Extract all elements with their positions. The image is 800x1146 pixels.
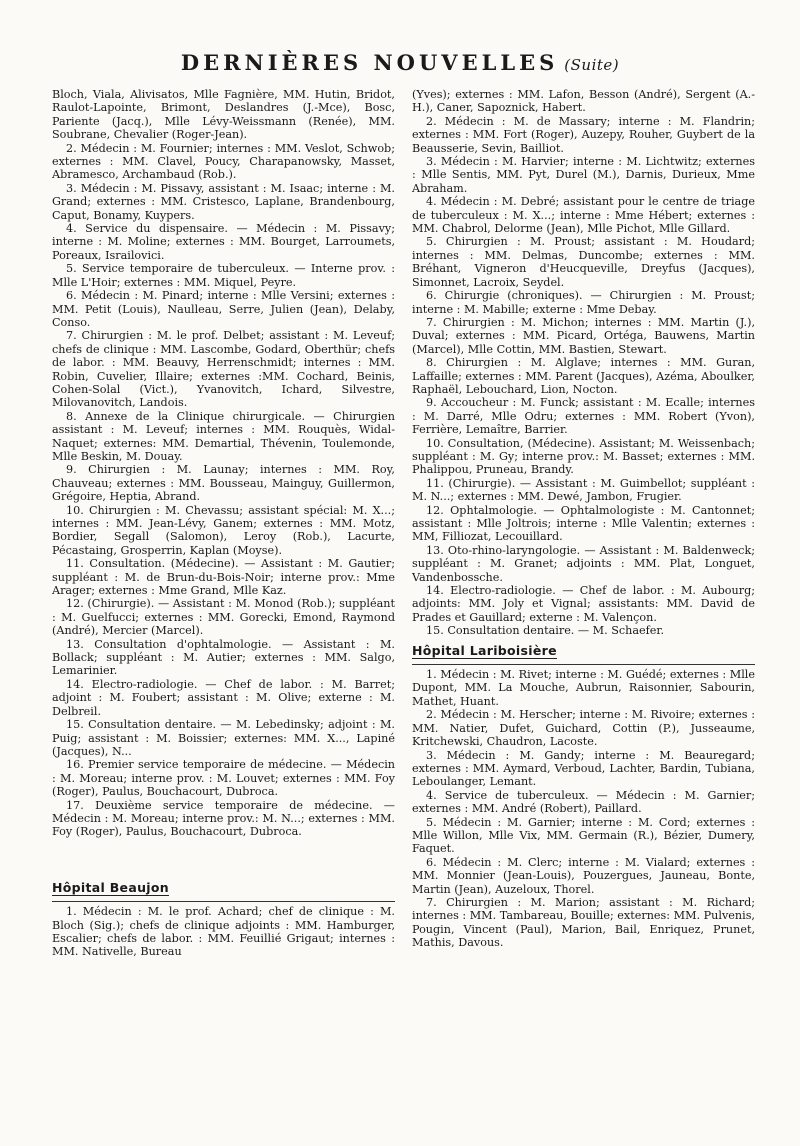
- paragraph: 4. Service du dispensaire. — Médecin : M. Pissavy; interne : M. Moline; externes : MM. Bourget, Larroumets, Poreaux, Israilovici.: [52, 222, 395, 262]
- paragraph: Bloch, Viala, Alivisatos, Mlle Fagnière, MM. Hutin, Bridot, Raulot-Lapointe, Brimont, Deslandres (J.-Mce), Bosc, Pariente (Jacq.), Mlle Lévy-Weissmann (Renée), MM. Soubrane, Chevalier (Roger-Jean).: [52, 88, 395, 142]
- paragraph: 3. Médecin : M. Pissavy, assistant : M. Isaac; interne : M. Grand; externes : MM. Cristesco, Laplane, Brandenbourg, Caput, Bonamy, Kuypers.: [52, 181, 395, 222]
- paragraph: 12. Ophtalmologie. — Ophtalmologiste : M. Cantonnet; assistant : Mlle Joltrois; interne : Mlle Valentin; externes : MM, Filliozat, Lecouillard.: [412, 503, 755, 544]
- paragraph: 10. Chirurgien : M. Chevassu; assistant spécial: M. X...; internes : MM. Jean-Lévy, Ganem; externes : MM. Motz, Bordier, Segall (Salomon), Leroy (Rob.), Lacurte, Pécastaing, Grosperrin, Kaplan (Moyse).: [52, 503, 395, 557]
- paragraph: 7. Chirurgien : M. Michon; internes : MM. Martin (J.), Duval; externes : MM. Picard, Ortéga, Bauwens, Martin (Marcel), Mlle Cottin, MM. Bastien, Stewart.: [412, 315, 755, 356]
- paragraph: 1. Médecin : M. Rivet; interne : M. Guédé; externes : Mlle Dupont, MM. La Mouche, Aubrun, Raisonnier, Sabourin, Mathet, Huant.: [412, 668, 755, 708]
- section-heading-lariboisiere: Hôpital Lariboisière: [412, 642, 557, 658]
- paragraph: 15. Consultation dentaire. — M. Lebedinsky; adjoint : M. Puig; assistant : M. Boissier; externes: MM. X..., Lapiné (Jacques), N...: [52, 718, 395, 758]
- page-title-suite: (Suite): [564, 56, 620, 74]
- paragraph: 2. Médecin : M. Herscher; interne : M. Rivoire; externes : MM. Natier, Dufet, Guichard, Cottin (P.), Jusseaume, Kritchewski, Chaudron, Lacoste.: [412, 708, 755, 749]
- paragraph: 16. Premier service temporaire de médecine. — Médecin : M. Moreau; interne prov. : M. Louvet; externes : MM. Foy (Roger), Paulus, Bouchacourt, Dubroca.: [52, 758, 395, 799]
- paragraph: 5. Service temporaire de tuberculeux. — Interne prov. : Mlle L'Hoir; externes : MM. Miquel, Peyre.: [52, 262, 395, 289]
- section-rule: [52, 901, 395, 902]
- paragraph: 6. Chirurgie (chroniques). — Chirurgien : M. Proust; interne : M. Mabille; externe : Mme Debay.: [412, 289, 755, 316]
- paragraph: 7. Chirurgien : M. Marion; assistant : M. Richard; internes : MM. Tambareau, Bouille; externes: MM. Pulvenis, Pougin, Vincent (Paul), Marion, Bail, Enriquez, Prunet, Mathis, Davous.: [412, 895, 755, 950]
- paragraph: (Yves); externes : MM. Lafon, Besson (André), Sergent (A.-H.), Caner, Sapoznick, Habert.: [412, 88, 755, 115]
- page-title: DERNIÈRES NOUVELLES: [180, 50, 559, 75]
- paragraph: 7. Chirurgien : M. le prof. Delbet; assistant : M. Leveuf; chefs de clinique : MM. Lascombe, Godard, Oberthür; chefs de labor. : MM. Beauvy, Herrenschmidt; internes : MM. Robin, Cuvelier, Illaire; externes :MM. Cochard, Beinis, Cohen-Solal (Vict.), Yvanovitch, Ichard, Silvestre, Milovanovitch, Landois.: [52, 329, 395, 410]
- paragraph: 13. Oto-rhino-laryngologie. — Assistant : M. Baldenweck; suppléant : M. Granet; adjoints : MM. Plat, Longuet, Vandenbossche.: [412, 543, 755, 584]
- section-beaujon: [52, 875, 395, 959]
- paragraph: 14. Electro-radiologie. — Chef de labor. : M. Barret; adjoint : M. Foubert; assistant : M. Olive; externe : M. Delbreil.: [52, 677, 395, 718]
- page-header: [0, 50, 800, 75]
- paragraph: 3. Médecin : M. Harvier; interne : M. Lichtwitz; externes : Mlle Sentis, MM. Pyt, Durel (M.), Darnis, Durieux, Mme Abraham.: [412, 155, 755, 195]
- paragraph: 17. Deuxième service temporaire de médecine. — Médecin : M. Moreau; interne prov.: M. N...; externes : MM. Foy (Roger), Paulus, Bouchacourt, Dubroca.: [52, 798, 395, 839]
- paragraph: 4. Médecin : M. Debré; assistant pour le centre de triage de tuberculeux : M. X...; interne : Mme Hébert; externes : MM. Chabrol, Delorme (Jean), Mlle Pichot, Mlle Gillard.: [412, 195, 755, 236]
- paragraph: 2. Médecin : M. de Massary; interne : M. Flandrin; externes : MM. Fort (Roger), Auzepy, Rouher, Guybert de la Beausserie, Sevin, Bailliot.: [412, 114, 755, 155]
- paragraph: 6. Médecin : M. Clerc; interne : M. Vialard; externes : MM. Monnier (Jean-Louis), Pouzergues, Jauneau, Bonte, Martin (Jean), Auzeloux, Thorel.: [412, 855, 755, 896]
- paragraph: 2. Médecin : M. Fournier; internes : MM. Veslot, Schwob; externes : MM. Clavel, Poucy, Charapanowsky, Masset, Abramesco, Archambaud (Rob.).: [52, 141, 395, 182]
- right-column: [412, 88, 755, 950]
- paragraph: 14. Electro-radiologie. — Chef de labor. : M. Aubourg; adjoints: MM. Joly et Vignal; assistants: MM. David de Prades et Gauillard; externe : M. Valençon.: [412, 584, 755, 624]
- left-column: [52, 88, 395, 959]
- paragraph: 5. Chirurgien : M. Proust; assistant : M. Houdard; internes : MM. Delmas, Duncombe; externes : MM. Bréhant, Vigneron d'Heucqueville, Dreyfus (Jacques), Simonnet, Lacroix, Seydel.: [412, 235, 755, 289]
- paragraph: 9. Chirurgien : M. Launay; internes : MM. Roy, Chauveau; externes : MM. Bousseau, Mainguy, Guillermon, Grégoire, Heptia, Abrand.: [52, 463, 395, 504]
- paragraph: 10. Consultation, (Médecine). Assistant; M. Weissenbach; suppléant : M. Gy; interne prov.: M. Basset; externes : MM. Phalippou, Pruneau, Brandy.: [412, 436, 755, 477]
- section-rule: [412, 664, 755, 665]
- paragraph: 8. Annexe de la Clinique chirurgicale. — Chirurgien assistant : M. Leveuf; internes : MM. Rouquès, Widal-Naquet; externes: MM. Demartial, Thévenin, Toulemonde, Mlle Beskin, M. Douay.: [52, 409, 395, 463]
- paragraph: 9. Accoucheur : M. Funck; assistant : M. Ecalle; internes : M. Darré, Mlle Odru; externes : MM. Robert (Yvon), Ferrière, Lemaître, Barrier.: [412, 396, 755, 437]
- paragraph: 11. (Chirurgie). — Assistant : M. Guimbellot; suppléant : M. N...; externes : MM. Dewé, Jambon, Frugier.: [412, 476, 755, 504]
- section-lariboisiere: [412, 638, 755, 950]
- paragraph: 1. Médecin : M. le prof. Achard; chef de clinique : M. Bloch (Sig.); chefs de clinique adjoints : MM. Hamburger, Escalier; chefs de labor. : MM. Feuillié Grigaut; internes : MM. Nativelle, Bureau: [52, 905, 395, 959]
- section-heading-beaujon: Hôpital Beaujon: [52, 879, 169, 895]
- paragraph: 15. Consultation dentaire. — M. Schaefer.: [426, 624, 665, 638]
- paragraph: 11. Consultation. (Médecine). — Assistant : M. Gautier; suppléant : M. de Brun-du-Bois-Noir; interne prov.: Mme Arager; externes : Mme Grand, Mlle Kaz.: [52, 557, 395, 598]
- paragraph: 4. Service de tuberculeux. — Médecin : M. Garnier; externes : MM. André (Robert), Paillard.: [412, 788, 755, 816]
- paragraph: 12. (Chirurgie). — Assistant : M. Monod (Rob.); suppléant : M. Guelfucci; externes : MM. Gorecki, Emond, Raymond (André), Mercier (Marcel).: [52, 597, 395, 638]
- paragraph: 6. Médecin : M. Pinard; interne : Mlle Versini; externes : MM. Petit (Louis), Naulleau, Serre, Julien (Jean), Delaby, Conso.: [52, 289, 395, 329]
- paragraph: 5. Médecin : M. Garnier; interne : M. Cord; externes : Mlle Willon, Mlle Vix, MM. Germain (R.), Bézier, Dumery, Faquet.: [412, 815, 755, 856]
- paragraph: 8. Chirurgien : M. Alglave; internes : MM. Guran, Laffaille; externes : MM. Parent (Jacques), Azéma, Aboulker, Raphaël, Lebouchard, Lion, Nocton.: [412, 356, 755, 396]
- paragraph: 3. Médecin : M. Gandy; interne : M. Beauregard; externes : MM. Aymard, Verboud, Lachter, Bardin, Tubiana, Leboulanger, Lemant.: [412, 748, 755, 789]
- paragraph: 13. Consultation d'ophtalmologie. — Assistant : M. Bollack; suppléant : M. Autier; externes : MM. Salgo, Lemarinier.: [52, 637, 395, 678]
